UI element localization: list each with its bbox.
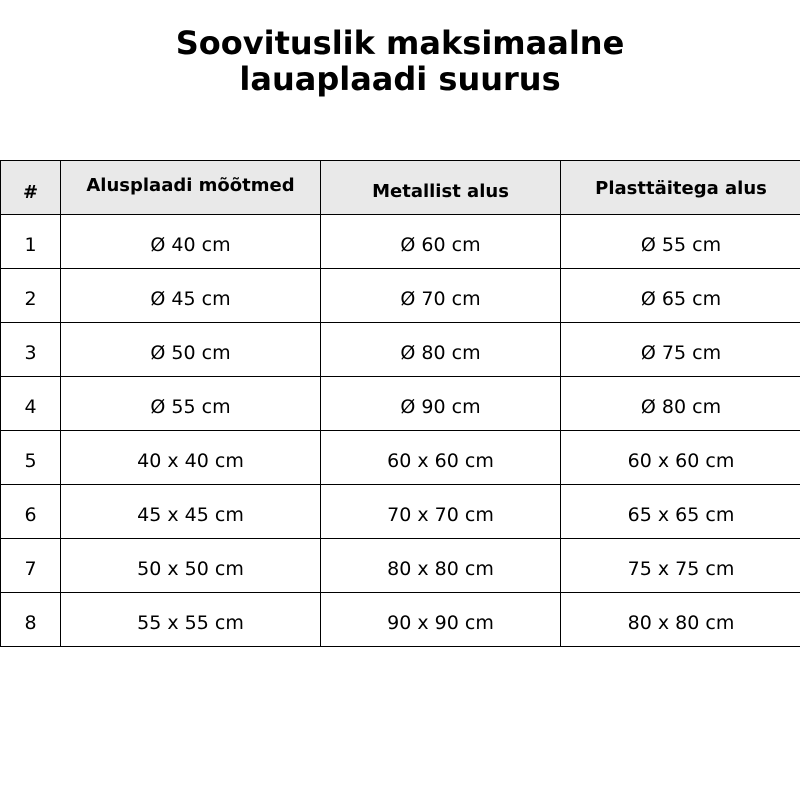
- table-row: [1, 593, 800, 647]
- metal-base-cell: Ø 80 cm: [321, 323, 561, 377]
- base-plate-size-cell: 50 x 50 cm: [61, 539, 321, 593]
- plastic-base-cell: Ø 65 cm: [561, 269, 800, 323]
- row-number: 6: [1, 485, 61, 539]
- plastic-base-cell: Ø 75 cm: [561, 323, 800, 377]
- base-plate-size-cell: Ø 50 cm: [61, 323, 321, 377]
- base-plate-size-cell: Ø 55 cm: [61, 377, 321, 431]
- row-number: 4: [1, 377, 61, 431]
- plastic-base-cell: Ø 55 cm: [561, 215, 800, 269]
- metal-base-cell: Ø 90 cm: [321, 377, 561, 431]
- metal-base-cell: Ø 60 cm: [321, 215, 561, 269]
- size-table: [0, 160, 800, 647]
- header-base-plate-size: Alusplaadi mõõtmed: [61, 161, 321, 215]
- table-row: [1, 323, 800, 377]
- metal-base-cell: 80 x 80 cm: [321, 539, 561, 593]
- base-plate-size-cell: 55 x 55 cm: [61, 593, 321, 647]
- base-plate-size-cell: Ø 45 cm: [61, 269, 321, 323]
- base-plate-size-cell: 45 x 45 cm: [61, 485, 321, 539]
- header-row: [1, 161, 800, 215]
- table-row: [1, 215, 800, 269]
- plastic-base-cell: 60 x 60 cm: [561, 431, 800, 485]
- title-line-2: lauaplaadi suurus: [239, 60, 561, 99]
- table-row: [1, 377, 800, 431]
- plastic-base-cell: 80 x 80 cm: [561, 593, 800, 647]
- metal-base-cell: Ø 70 cm: [321, 269, 561, 323]
- header-metal-base: Metallist alus: [321, 161, 561, 215]
- table-row: [1, 431, 800, 485]
- row-number: 1: [1, 215, 61, 269]
- table-body: [1, 215, 800, 647]
- table-row: [1, 485, 800, 539]
- row-number: 8: [1, 593, 61, 647]
- row-number: 7: [1, 539, 61, 593]
- header-number: #: [1, 161, 61, 215]
- table-row: [1, 269, 800, 323]
- metal-base-cell: 60 x 60 cm: [321, 431, 561, 485]
- row-number: 2: [1, 269, 61, 323]
- page-title: [0, 25, 800, 97]
- row-number: 5: [1, 431, 61, 485]
- header-plastic-base: Plasttäitega alus: [561, 161, 800, 215]
- base-plate-size-cell: Ø 40 cm: [61, 215, 321, 269]
- row-number: 3: [1, 323, 61, 377]
- metal-base-cell: 70 x 70 cm: [321, 485, 561, 539]
- base-plate-size-cell: 40 x 40 cm: [61, 431, 321, 485]
- plastic-base-cell: Ø 80 cm: [561, 377, 800, 431]
- table-row: [1, 539, 800, 593]
- title-line-1: Soovituslik maksimaalne: [175, 24, 625, 63]
- table-header: [1, 161, 800, 215]
- plastic-base-cell: 75 x 75 cm: [561, 539, 800, 593]
- plastic-base-cell: 65 x 65 cm: [561, 485, 800, 539]
- metal-base-cell: 90 x 90 cm: [321, 593, 561, 647]
